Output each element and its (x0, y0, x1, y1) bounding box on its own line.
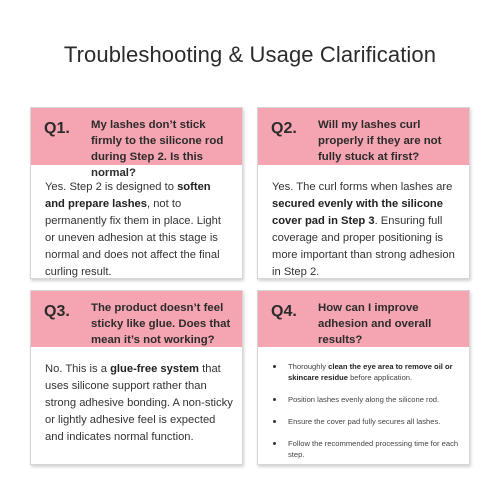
faq-card-q3 (30, 290, 243, 465)
question-number: Q2. (271, 120, 297, 137)
card-header (258, 108, 469, 165)
faq-card-q2 (257, 107, 470, 279)
list-item: Follow the recommended processing time for each step. (272, 438, 459, 460)
faq-card-q4 (257, 290, 470, 465)
question-number: Q4. (271, 303, 297, 320)
faq-card-q1 (30, 107, 243, 279)
question-text: How can I improve adhesion and overall results? (318, 302, 432, 346)
bullet-icon (273, 398, 276, 401)
card-header (258, 291, 469, 347)
answer-text: Yes. The curl forms when lashes are secured evenly with the silicone cover pad in Step 3. Ensuring full coverage and proper positioning is more important than strong adhesion in Step 2. (272, 181, 455, 278)
answer-text: No. This is a glue-free system that uses silicone support rather than strong adhesive bonding. A non-sticky or lightly adhesive feel is expected and indicates normal function. (45, 363, 233, 443)
answer-text: Yes. Step 2 is designed to soften and prepare lashes, not to permanently fix them in place. Light or uneven adhesion at this stage is normal and does not affect the final curling result. (45, 181, 221, 278)
list-item: Ensure the cover pad fully secures all lashes. (272, 416, 459, 427)
tips-list (258, 347, 469, 479)
page-title: Troubleshooting & Usage Clarification (63, 42, 437, 67)
question-number: Q1. (44, 120, 70, 137)
bullet-icon (273, 420, 276, 423)
card-header (31, 291, 242, 347)
question-number: Q3. (44, 303, 70, 320)
list-item: Thoroughly clean the eye area to remove oil or skincare residue before application. (272, 361, 459, 383)
question-text: Will my lashes curl properly if they are not fully stuck at first? (318, 119, 442, 163)
question-text: My lashes don’t stick firmly to the silicone rod during Step 2. Is this normal? (91, 119, 224, 179)
list-item: Position lashes evenly along the silicone rod. (272, 394, 459, 405)
bullet-icon (273, 365, 276, 368)
bullet-icon (273, 442, 276, 445)
card-header (31, 108, 242, 179)
question-text: The product doesn’t feel sticky like glue. Does that mean it’s not working? (91, 302, 231, 346)
